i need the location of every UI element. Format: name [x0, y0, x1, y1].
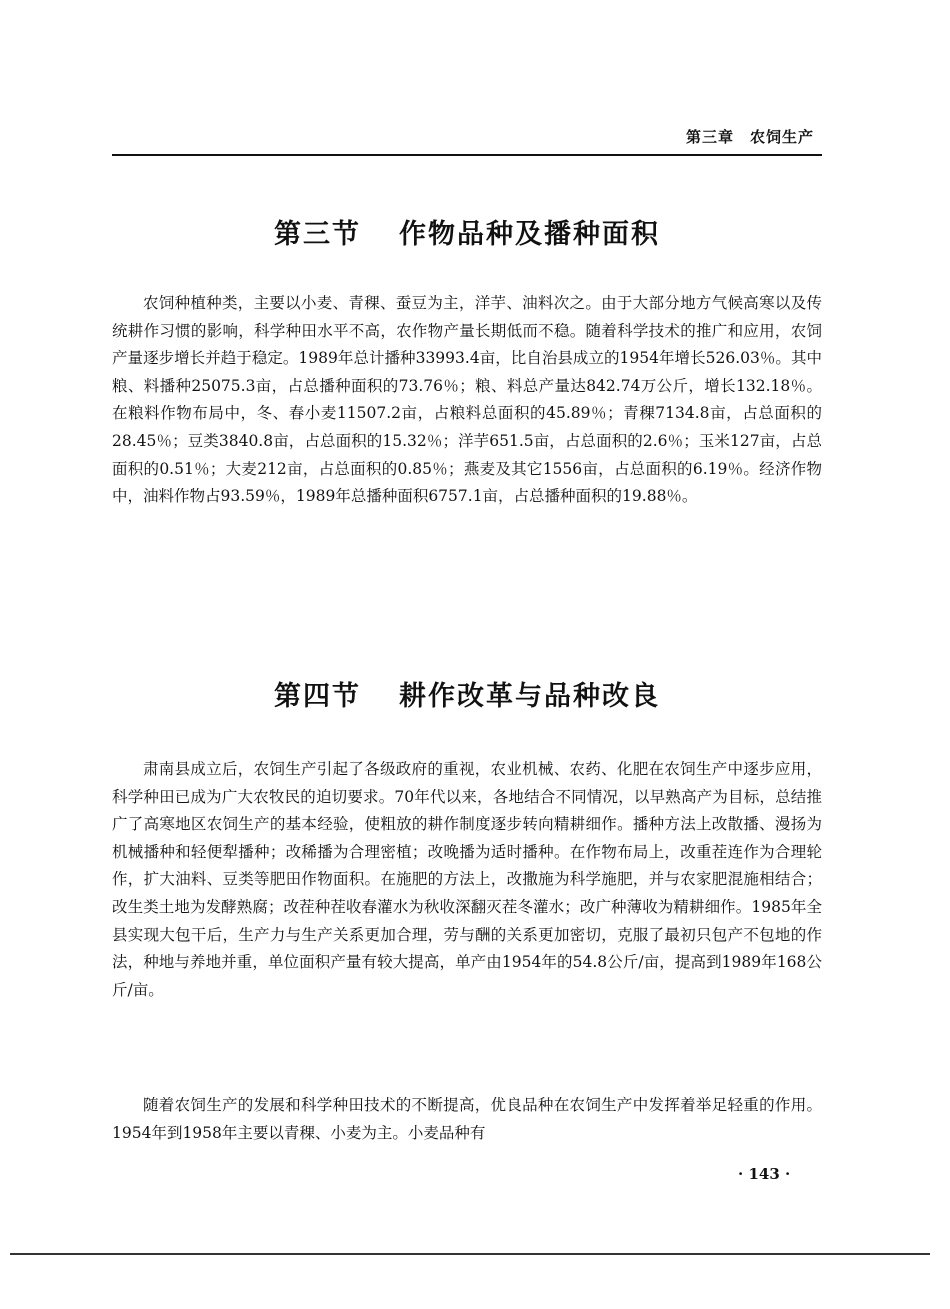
section-4-paragraph-2: 随着农饲生产的发展和科学种田技术的不断提高，优良品种在农饲生产中发挥着举足轻重的作用。1954年到1958年主要以青稞、小麦为主。小麦品种有 [112, 1096, 822, 1142]
section-4-heading: 耕作改革与品种改良 [399, 681, 660, 712]
section-3-title [112, 212, 822, 251]
section-3-paragraph: 农饲种植种类，主要以小麦、青稞、蚕豆为主，洋芋、油料次之。由于大部分地方气候高寒以及传统耕作习惯的影响，科学种田水平不高，农作物产量长期低而不稳。随着科学技术的推广和应用，农饲产量逐步增长并趋于稳定。1989年总计播种33993.4亩，比自治县成立的1954年增长526.03％。其中粮、料播种25075.3亩，占总播种面积的73.76％；粮、料总产量达842.74万公斤，增长132.18％。在粮料作物布局中，冬、春小麦11507.2亩，占粮料总面积的45.89％；青稞7134.8亩，占总面积的28.45％；豆类3840.8亩，占总面积的15.32％；洋芋651.5亩，占总面积的2.6％；玉米127亩，占总面积的0.51％；大麦212亩，占总面积的0.85％；燕麦及其它1556亩，占总面积的6.19％。经济作物中，油料作物占93.59％，1989年总播种面积6757.1亩，占总播种面积的19.88％。 [112, 294, 822, 506]
header-rule [112, 154, 822, 156]
page-number: · 143 · [738, 1165, 791, 1183]
section-4-number: 第四节 [274, 681, 361, 712]
bottom-rule [10, 1253, 930, 1255]
running-header: 第三章 农饲生产 [685, 128, 814, 146]
section-4-paragraph-1: 肃南县成立后，农饲生产引起了各级政府的重视，农业机械、农药、化肥在农饲生产中逐步应用，科学种田已成为广大农牧民的迫切要求。70年代以来，各地结合不同情况，以早熟高产为目标，总结推广了高寒地区农饲生产的基本经验，使粗放的耕作制度逐步转向精耕细作。播种方法上改散播、漫扬为机械播种和轻便犁播种；改稀播为合理密植；改晚播为适时播种。在作物布局上，改重茬连作为合理轮作，扩大油料、豆类等肥田作物面积。在施肥的方法上，改撒施为科学施肥，并与农家肥混施相结合；改生类土地为发酵熟腐；改茬种茬收春灌水为秋收深翻灭茬冬灌水；改广种薄收为精耕细作。1985年全县实现大包干后，生产力与生产关系更加合理，劳与酬的关系更加密切，克服了最初只包产不包地的作法，种地与养地并重，单位面积产量有较大提高，单产由1954年的54.8公斤/亩，提高到1989年168公斤/亩。 [112, 760, 822, 999]
section-4-title [112, 674, 822, 713]
section-3-number: 第三节 [274, 219, 361, 250]
section-3-heading: 作物品种及播种面积 [399, 219, 660, 250]
